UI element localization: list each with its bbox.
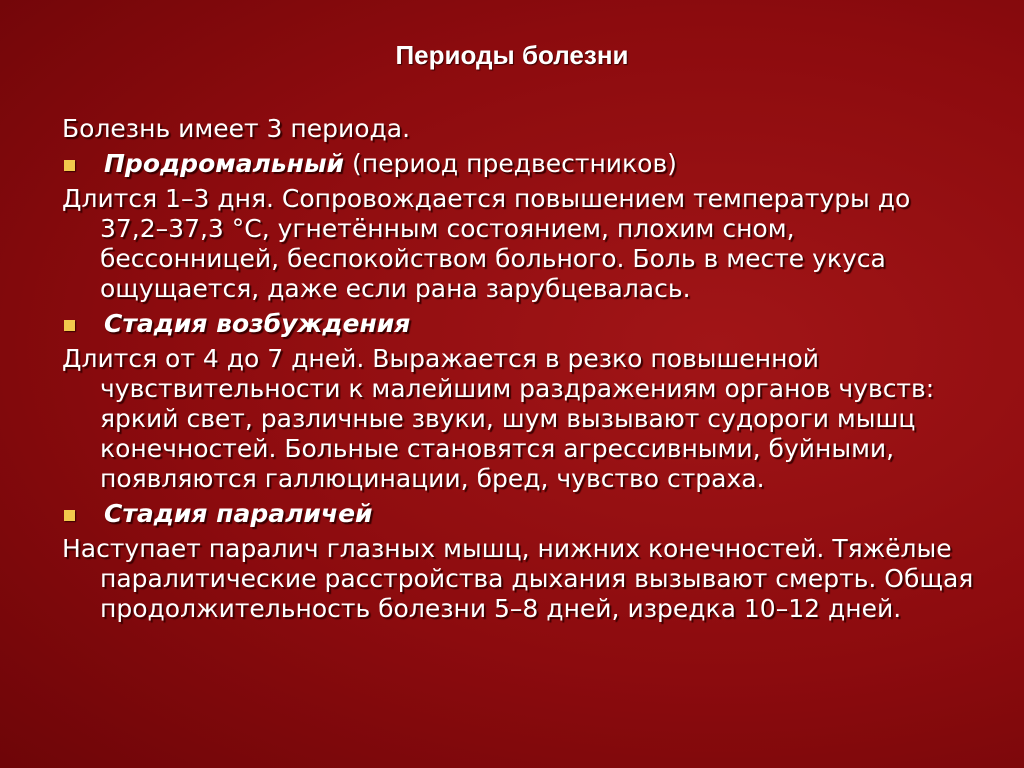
period-description: Наступает паралич глазных мышц, нижних конечностей. Тяжёлые паралитические расстройства дыхания вызывают смерть. Общая продолжительность болезни 5–8 дней, изредка 10–12 дней. <box>62 534 974 623</box>
period-name: Стадия возбуждения <box>104 309 411 338</box>
period-description: Длится от 4 до 7 дней. Выражается в резко повышенной чувствительности к малейшим раздражениям органов чувств: яркий свет, различные звуки, шум вызывают судороги мышц конечностей. Больные становятся агрессивными, буйными, появляются галлюцинации, бред, чувство страха. <box>62 344 935 493</box>
period-note: (период предвестников) <box>344 149 677 178</box>
square-bullet-icon <box>64 320 75 331</box>
period-description: Длится 1–3 дня. Сопровождается повышением температуры до 37,2–37,3 °С, угнетённым состоянием, плохим сном, бессонницей, беспокойством больного. Боль в месте укуса ощущается, даже если рана зарубцевалась. <box>62 184 911 303</box>
period-name: Продромальный <box>104 149 345 178</box>
period-item-paralysis <box>62 499 977 529</box>
square-bullet-icon <box>64 160 75 171</box>
period-item-excitation <box>62 309 977 339</box>
intro-text: Болезнь имеет 3 периода. <box>62 114 411 143</box>
slide-title: Периоды болезни <box>395 40 629 70</box>
slide-body <box>62 114 977 629</box>
period-item-prodromal <box>62 149 977 179</box>
period-name: Стадия параличей <box>104 499 373 528</box>
square-bullet-icon <box>64 510 75 521</box>
